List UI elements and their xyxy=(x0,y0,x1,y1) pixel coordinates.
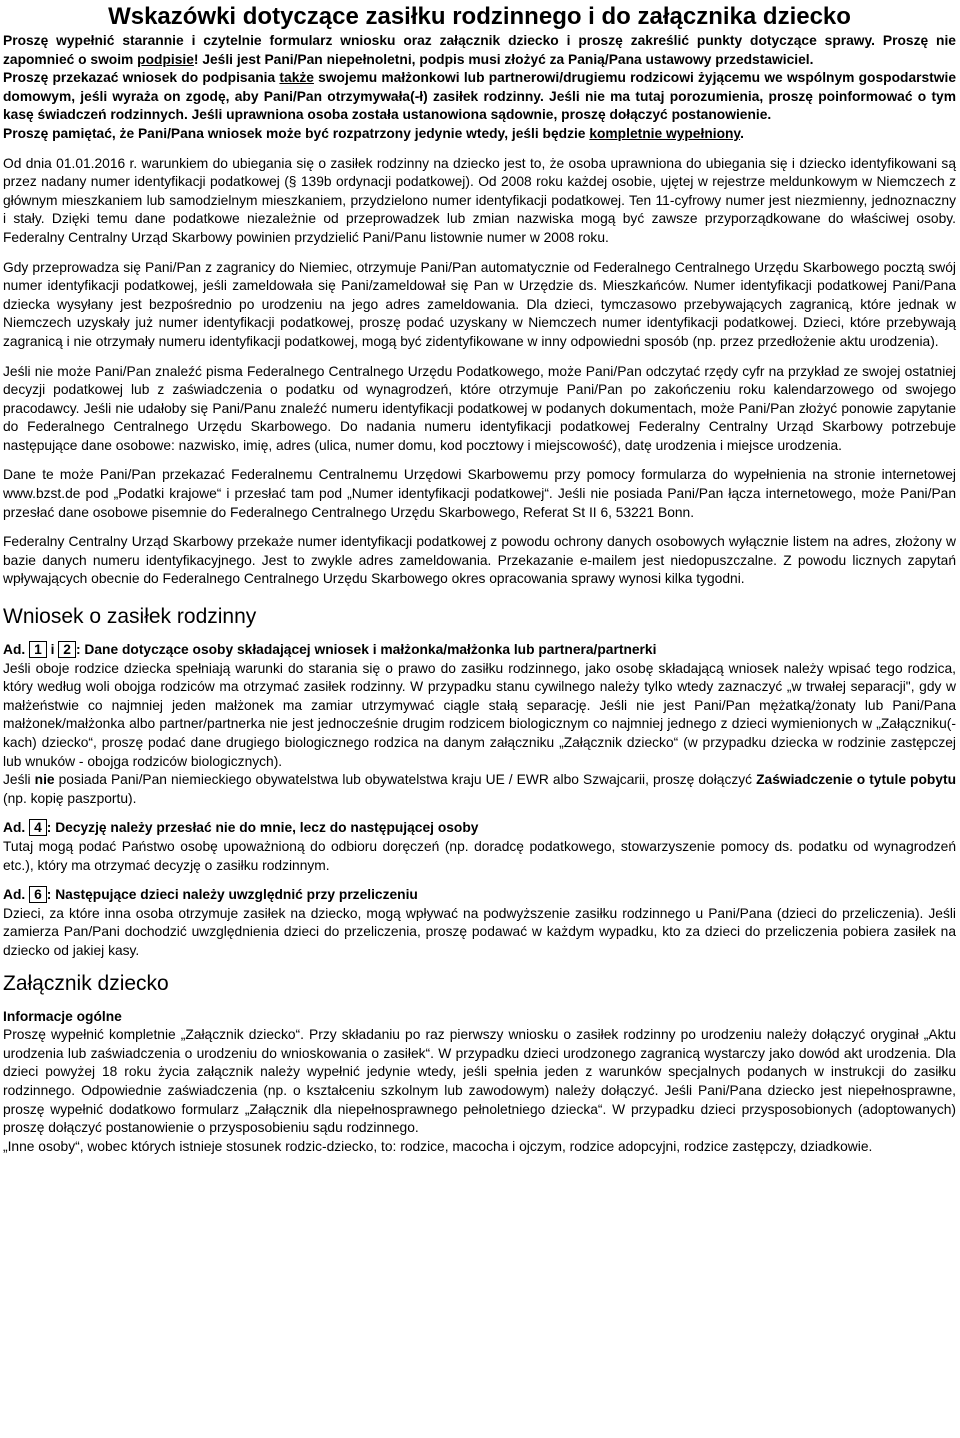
annex-heading: Załącznik dziecko xyxy=(3,971,169,995)
intro-paragraph-signature xyxy=(3,32,956,69)
field-number-badge: 4 xyxy=(29,819,47,836)
tax-id-paragraph-5: Federalny Centralny Urząd Skarbowy przekaże numer identyfikacji podatkowej z powodu ochrony danych osobowych wyłącznie listem na adres, złożony w bazie danych numeru identyfikacyjnego. Jest to zwykle adres zameldowania. Przekazanie e-mailem jest niedopuszczalne. Z powodu licznych zapytań wpływających obecnie do Federalnego Centralnego Urzędu Skarbowego okres opracowania sprawy wynosi kilka tygodni. xyxy=(3,534,956,587)
ad-prefix: Ad. xyxy=(3,820,26,836)
intro-text: Proszę pamiętać, że Pani/Pana wniosek może być rozpatrzony jedynie wtedy, jeśli będzie xyxy=(3,125,590,141)
annex-subheading: Informacje ogólne xyxy=(3,1008,122,1024)
section-1-2-body: Jeśli oboje rodzice dziecka spełniają warunki do starania się o prawo do zasiłku rodzinnego, jako osobę składającą wniosek należy wpisać tego rodzica, który według woli obojga rodziców ma otrzymać zasiłek rodzinny. W przypadku stanu cywilnego należy tylko wtedy zaznaczyć „w trwałej separacji", gdy w małżeństwie co najmniej jeden małżonek ma zamiar utrzymywać ciągle stałą separację. Jeśli nie jest Pani/Pan mężatką/żonaty lub Pani/Pana małżonek/małżonka albo partner/partnerka nie jest jednocześnie drugim rodzicem biologicznym co najmniej jednego z dzieci wymienionych w „Załączniku(-kach) dziecko“, proszę podać dane drugiego biologicznego rodzica na danym załączniku „Załącznik dziecko“ (w przypadku dziecka w rodzinie zastępczej lub wnuków - obojga rodziców biologicznych). xyxy=(3,660,956,769)
body-text: Jeśli xyxy=(3,772,35,788)
annex-other-persons: „Inne osoby“, wobec których istnieje stosunek rodzic-dziecko, to: rodzice, macocha i ojczym, rodzice adopcyjni, rodzice zastępczy, dziadkowie. xyxy=(3,1138,873,1154)
not-emphasis: nie xyxy=(34,772,55,788)
intro-section xyxy=(3,32,956,144)
tax-id-paragraph-3: Jeśli nie może Pani/Pan znaleźć pisma Federalnego Centralnego Urzędu Podatkowego, może Pani/Pan odczytać rzędy cyfr na przykład ze swojej ostatniej decyzji podatkowej lub z zaświadczenia o podatku od wynagrodzeń, które otrzymuje Pani/Pan po zakończeniu roku kalendarzowego od swojego pracodawcy. Jeśli nie udałoby się Pani/Panu znaleźć numeru identyfikacji podatkowej w podanych dokumentach, może Pani/Pan złożyć ponowie zapytanie do Federalnego Centralnego Urzędu Skarbowego. Do nadania numeru identyfikacji podatkowej Federalny Centralny Urząd Skarbowy potrzebuje następujące dane osobowe: nazwisko, imię, adres (ulica, numer domu, kod pocztowy i miejscowość), datę urodzenia i miejsce urodzenia. xyxy=(3,363,956,453)
intro-text: . xyxy=(740,125,744,141)
ad-prefix: Ad. xyxy=(3,887,26,903)
intro-text: Proszę wypełnić starannie i czytelnie formularz wniosku oraz załącznik dziecko i proszę zakreślić punkty dotyczące sprawy. Proszę nie zapomnieć o swoim xyxy=(3,33,956,67)
section-6-body: Dzieci, za które inna osoba otrzymuje zasiłek na dziecko, mogą wpływać na podwyższenie zasiłku rodzinnego u Pani/Pana (dzieci do przeliczenia). Jeśli zamierza Pan/Pani dochodzić uwzględnienia dzieci do przeliczenia, proszę podawać w każdym wypadku, kto za dzieci do przeliczenia pobiera zasiłek na dziecko od jakiej kasy. xyxy=(3,905,956,958)
annex-body: Proszę wypełnić kompletnie „Załącznik dziecko“. Przy składaniu po raz pierwszy wniosku o zasiłek rodzinny po urodzeniu należy dołączyć oryginał „Aktu urodzenia lub zaświadczenia o urodzeniu do wnioskowania o zasiłek“. W przypadku dzieci urodzonego zagranicą wystarczy jako dowód akt urodzenia. Dla dzieci powyżej 18 roku życia załącznik należy wypełnić jedynie wtedy, jeśli spełnia jeden z warunków specjalnych podanych w instrukcji do zasiłku rodzinnego. Odpowiednie zaświadczenia (np. o kształceniu szkolnym lub zawodowym) należy dołączyć. Jeśli Pani/Pana dziecko jest niepełnosprawne, proszę wypełnić dodatkowo formularz „Załącznik dla niepełnosprawnego pełnoletniego dziecka“. W przypadku dzieci przysposobionych (adoptowanych) proszę dołączyć postanowienie o przysposobieniu sądu rodzinnego. xyxy=(3,1027,956,1136)
annex-section xyxy=(3,1008,956,1157)
intro-text: swojemu małżonkowi lub partnerowi/drugiemu rodzicowi żyjącemu we wspólnym gospodarstwie domowym, jeśli wyraża on zgodę, aby Pani/Pan otrzymywała(-ł) zasiłek rodzinny. Jeśli nie ma tutaj porozumienia, proszę poinformować o tym kasę świadczeń rodzinnych. Jeśli uprawniona osoba została ustanowiona sądownie, proszę dołączyć postanowienie. xyxy=(3,70,956,123)
residence-certificate-emphasis: Zaświadczenie o tytule pobytu xyxy=(756,772,956,788)
section-4-heading xyxy=(3,819,956,838)
intro-text: ! Jeśli jest Pani/Pan niepełnoletni, podpis musi złożyć za Panią/Pana ustawowy przedstawiciel. xyxy=(193,51,814,67)
section-1-2 xyxy=(3,641,956,808)
section-4 xyxy=(3,819,956,875)
section-1-2-heading xyxy=(3,641,956,660)
tax-id-paragraph-2: Gdy przeprowadza się Pani/Pan z zagranicy do Niemiec, otrzymuje Pani/Pan automatycznie od Federalnego Centralnego Urzędu Skarbowego pocztą swój numer identyfikacji podatkowej, jeśli zameldowała się Pani/zameldował się Pan w Urzędzie ds. Mieszkańców. Numer identyfikacji podatkowej Pani/Pana dziecka wysyłany jest bezpośrednio po urodzeniu na jego adres zameldowania. Dla dzieci, tymczasowo przebywających zagranicą, które jednak w Niemczech uzyskały już numer identyfikacji podatkowej, proszę podać uzyskany w Niemczech numer identyfikacji podatkowej. Dzieci, które przebywają zagranicą i nie otrzymały numeru identyfikacji podatkowej, mogą być zidentyfikowane w inny odpowiedni sposób (np. przez przedłożenie aktu urodzenia). xyxy=(3,259,956,349)
section-6 xyxy=(3,886,956,960)
intro-paragraph-partner xyxy=(3,69,956,125)
section-6-heading xyxy=(3,886,956,905)
intro-paragraph-complete xyxy=(3,125,956,144)
body-text: posiada Pani/Pan niemieckiego obywatelstwa lub obywatelstwa kraju UE / EWR albo Szwajcarii, proszę dołączyć xyxy=(54,772,757,788)
tax-id-paragraph-4: Dane te może Pani/Pan przekazać Federalnemu Centralnemu Urzędowi Skarbowemu przy pomocy formularza do wypełnienia na stronie internetowej www.bzst.de pod „Podatki krajowe“ i przesłać tam pod „Numer identyfikacji podatkowej“. Jeśli nie posiada Pani/Pan łącza internetowego, może Pani/Pan przesłać dane osobowe pisemnie do Federalnego Centralnego Urzędu Skarbowego, Referat St II 6, 53221 Bonn. xyxy=(3,467,956,520)
field-number-badge: 6 xyxy=(29,886,47,903)
section-4-body: Tutaj mogą podać Państwo osobę upoważnioną do odbioru doręczeń (np. doradcę podatkowego, stowarzyszenie pomocy ds. podatku od wynagrodzeń etc.), który ma otrzymać decyzję o zasiłku rodzinnym. xyxy=(3,838,956,873)
application-heading: Wniosek o zasiłek rodzinny xyxy=(3,605,257,629)
intro-text: Proszę przekazać wniosek do podpisania xyxy=(3,70,280,86)
document-title: Wskazówki dotyczące zasiłku rodzinnego i do załącznika dziecko xyxy=(108,3,851,30)
section-1-2-foreign xyxy=(3,771,956,808)
ad-prefix: Ad. xyxy=(3,642,26,658)
section-title-text: : Dane dotyczące osoby składającej wniosek i małżonka/małżonka lub partnera/partnerki xyxy=(75,642,657,658)
tax-id-paragraph-1: Od dnia 01.01.2016 r. warunkiem do ubiegania się o zasiłek rodzinny na dziecko jest to, że osoba uprawniona do ubiegania się i dziecko identyfikowani są przez nadany numer identyfikacji podatkowej (§ 139b ordynacji podatkowej). Od 2008 roku każdej osobie, ujętej w rejestrze meldunkowym w Niemczech z głównym mieszkaniem lub samodzielnym mieszkaniem, przydzielono numer identyfikacji podatkowej. Ten 11-cyfrowy numer jest niezmienny, jednoznaczny i stały. Dzięki temu dane podatkowe niezależnie od przeprowadzek lub zmian nazwiska mogą być zawsze przyporządkowane do właściwej osoby. Federalny Centralny Urząd Skarbowy powinien przydzielić Pani/Panu listownie numer w 2008 roku. xyxy=(3,155,956,245)
section-title-text: : Następujące dzieci należy uwzględnić przy przeliczeniu xyxy=(46,887,418,903)
section-title-text: : Decyzję należy przesłać nie do mnie, lecz do następującej osoby xyxy=(46,820,479,836)
body-text: (np. kopię paszportu). xyxy=(3,790,137,806)
complete-emphasis: kompletnie wypełniony xyxy=(589,125,741,141)
also-emphasis: także xyxy=(279,70,314,86)
field-number-badge: 1 xyxy=(29,641,47,658)
signature-emphasis: podpisie xyxy=(137,51,194,67)
conjunction: i xyxy=(50,642,55,658)
field-number-badge: 2 xyxy=(58,641,76,658)
